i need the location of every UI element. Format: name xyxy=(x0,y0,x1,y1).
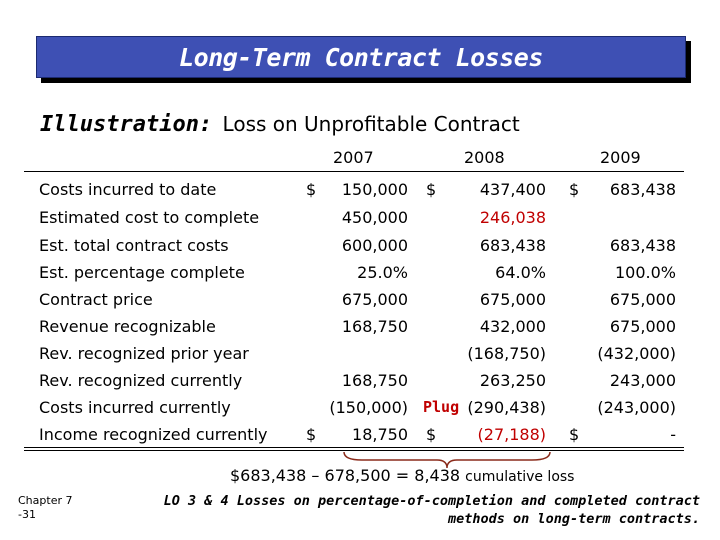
value-2009: 675,000 xyxy=(609,290,676,309)
currency-symbol: $ xyxy=(306,180,317,199)
value-2009: - xyxy=(670,425,676,444)
value-2007: 150,000 xyxy=(341,180,408,199)
value-2009: 683,438 xyxy=(609,236,676,255)
value-2007: 450,000 xyxy=(341,208,408,227)
value-2007: 25.0% xyxy=(357,263,408,282)
title-banner xyxy=(36,36,686,78)
year-header-2008: 2008 xyxy=(464,148,505,167)
table-row xyxy=(0,317,720,339)
value-2008: 246,038 xyxy=(479,208,546,227)
row-label: Costs incurred to date xyxy=(39,180,217,199)
value-2009: 683,438 xyxy=(609,180,676,199)
table-bottom-rule xyxy=(24,447,684,448)
value-2008: 675,000 xyxy=(479,290,546,309)
learning-objective xyxy=(164,492,700,528)
value-2007: (150,000) xyxy=(329,398,408,417)
row-label: Income recognized currently xyxy=(39,425,268,444)
learning-objective-line-2: methods on long-term contracts. xyxy=(448,511,700,527)
cumulative-loss-line xyxy=(230,466,574,485)
table-row xyxy=(0,180,720,202)
row-label: Est. total contract costs xyxy=(39,236,229,255)
value-2008: 437,400 xyxy=(479,180,546,199)
illustration-text: Loss on Unprofitable Contract xyxy=(222,112,520,136)
value-2008: (290,438) xyxy=(467,398,546,417)
value-2008: 64.0% xyxy=(495,263,546,282)
table-row xyxy=(0,236,720,258)
table-row xyxy=(0,290,720,312)
row-label: Costs incurred currently xyxy=(39,398,231,417)
table-row xyxy=(0,425,720,447)
value-2008: 432,000 xyxy=(479,317,546,336)
table-row xyxy=(0,208,720,230)
row-label: Rev. recognized prior year xyxy=(39,344,249,363)
cumulative-calc: $683,438 – 678,500 = 8,438 xyxy=(230,466,461,485)
illustration-label: Illustration: xyxy=(40,112,213,137)
chapter-number: Chapter 7 -31 xyxy=(18,494,73,521)
table-row xyxy=(0,371,720,393)
value-2009: (243,000) xyxy=(597,398,676,417)
value-2008: (168,750) xyxy=(467,344,546,363)
value-2008: 263,250 xyxy=(479,371,546,390)
currency-symbol: $ xyxy=(426,425,437,444)
currency-symbol: $ xyxy=(569,425,580,444)
year-header-2009: 2009 xyxy=(600,148,641,167)
currency-symbol: $ xyxy=(426,180,437,199)
year-header-2007: 2007 xyxy=(333,148,374,167)
value-2009: 675,000 xyxy=(609,317,676,336)
currency-symbol: $ xyxy=(306,425,317,444)
value-2008: (27,188) xyxy=(477,425,546,444)
value-2009: 100.0% xyxy=(614,263,676,282)
currency-symbol: $ xyxy=(569,180,580,199)
value-2009: 243,000 xyxy=(609,371,676,390)
plug-label: Plug xyxy=(423,398,460,416)
table-top-rule xyxy=(24,171,684,172)
row-label: Rev. recognized currently xyxy=(39,371,243,390)
row-label: Estimated cost to complete xyxy=(39,208,260,227)
value-2007: 168,750 xyxy=(341,317,408,336)
cumulative-note: cumulative loss xyxy=(465,469,575,485)
learning-objective-line-1: LO 3 & 4 Losses on percentage-of-completion and completed contract xyxy=(163,493,700,509)
value-2008: 683,438 xyxy=(479,236,546,255)
value-2007: 600,000 xyxy=(341,236,408,255)
value-2007: 18,750 xyxy=(352,425,408,444)
value-2009: (432,000) xyxy=(597,344,676,363)
value-2007: 675,000 xyxy=(341,290,408,309)
row-label: Est. percentage complete xyxy=(39,263,245,282)
row-label: Contract price xyxy=(39,290,153,309)
table-row xyxy=(0,344,720,366)
slide-title: Long-Term Contract Losses xyxy=(179,42,543,72)
illustration-heading xyxy=(40,112,520,137)
value-2007: 168,750 xyxy=(341,371,408,390)
table-row xyxy=(0,263,720,285)
table-row xyxy=(0,398,720,420)
row-label: Revenue recognizable xyxy=(39,317,216,336)
